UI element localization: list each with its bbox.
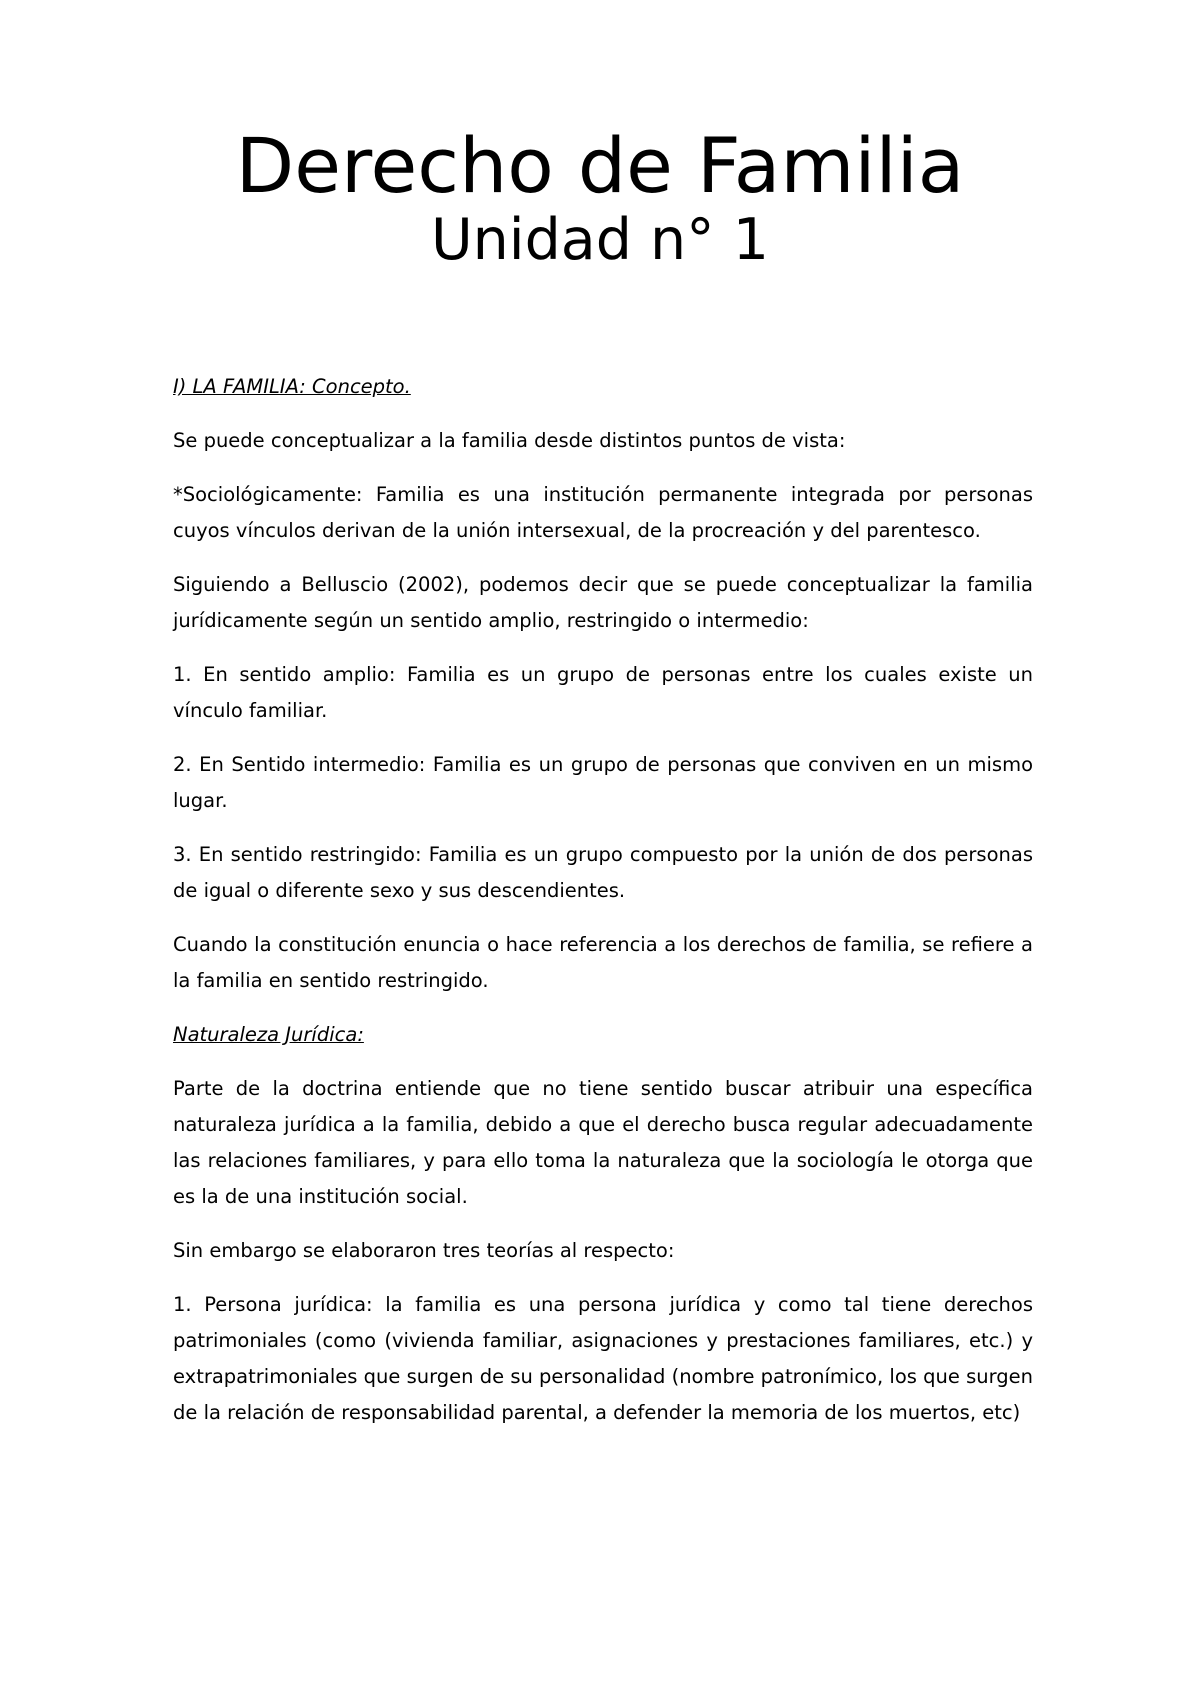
document-title: Derecho de Familia: [235, 121, 965, 210]
title-block: [0, 121, 1200, 273]
paragraph: Siguiendo a Belluscio (2002), podemos decir que se puede conceptualizar la familia jurídicamente según un sentido amplio, restringido o intermedio:: [173, 573, 1033, 632]
list-item: 1. En sentido amplio: Familia es un grupo de personas entre los cuales existe un vínculo familiar.: [173, 663, 1033, 722]
document-body: [173, 369, 1033, 1449]
paragraph: Sin embargo se elaboraron tres teorías al respecto:: [173, 1239, 675, 1262]
section-heading-concepto: I) LA FAMILIA: Concepto.: [173, 375, 411, 398]
paragraph: Cuando la constitución enuncia o hace referencia a los derechos de familia, se refiere a la familia en sentido restringido.: [173, 933, 1033, 992]
section-heading-naturaleza: Naturaleza Jurídica:: [173, 1023, 364, 1046]
list-item: 1. Persona jurídica: la familia es una persona jurídica y como tal tiene derechos patrimoniales (como (vivienda familiar, asignaciones y prestaciones familiares, etc.) y extrapatrimoniales que surgen de su personalidad (nombre patronímico, los que surgen de la relación de responsabilidad parental, a defender la memoria de los muertos, etc): [173, 1293, 1033, 1424]
list-item: 3. En sentido restringido: Familia es un grupo compuesto por la unión de dos personas de igual o diferente sexo y sus descendientes.: [173, 843, 1033, 902]
paragraph: Parte de la doctrina entiende que no tiene sentido buscar atribuir una específica naturaleza jurídica a la familia, debido a que el derecho busca regular adecuadamente las relaciones familiares, y para ello toma la naturaleza que la sociología le otorga que es la de una institución social.: [173, 1077, 1033, 1208]
paragraph: Se puede conceptualizar a la familia desde distintos puntos de vista:: [173, 429, 846, 452]
paragraph: *Sociológicamente: Familia es una institución permanente integrada por personas cuyos vínculos derivan de la unión intersexual, de la procreación y del parentesco.: [173, 483, 1033, 542]
list-item: 2. En Sentido intermedio: Familia es un grupo de personas que conviven en un mismo lugar.: [173, 753, 1033, 812]
document-subtitle: Unidad n° 1: [430, 207, 770, 273]
